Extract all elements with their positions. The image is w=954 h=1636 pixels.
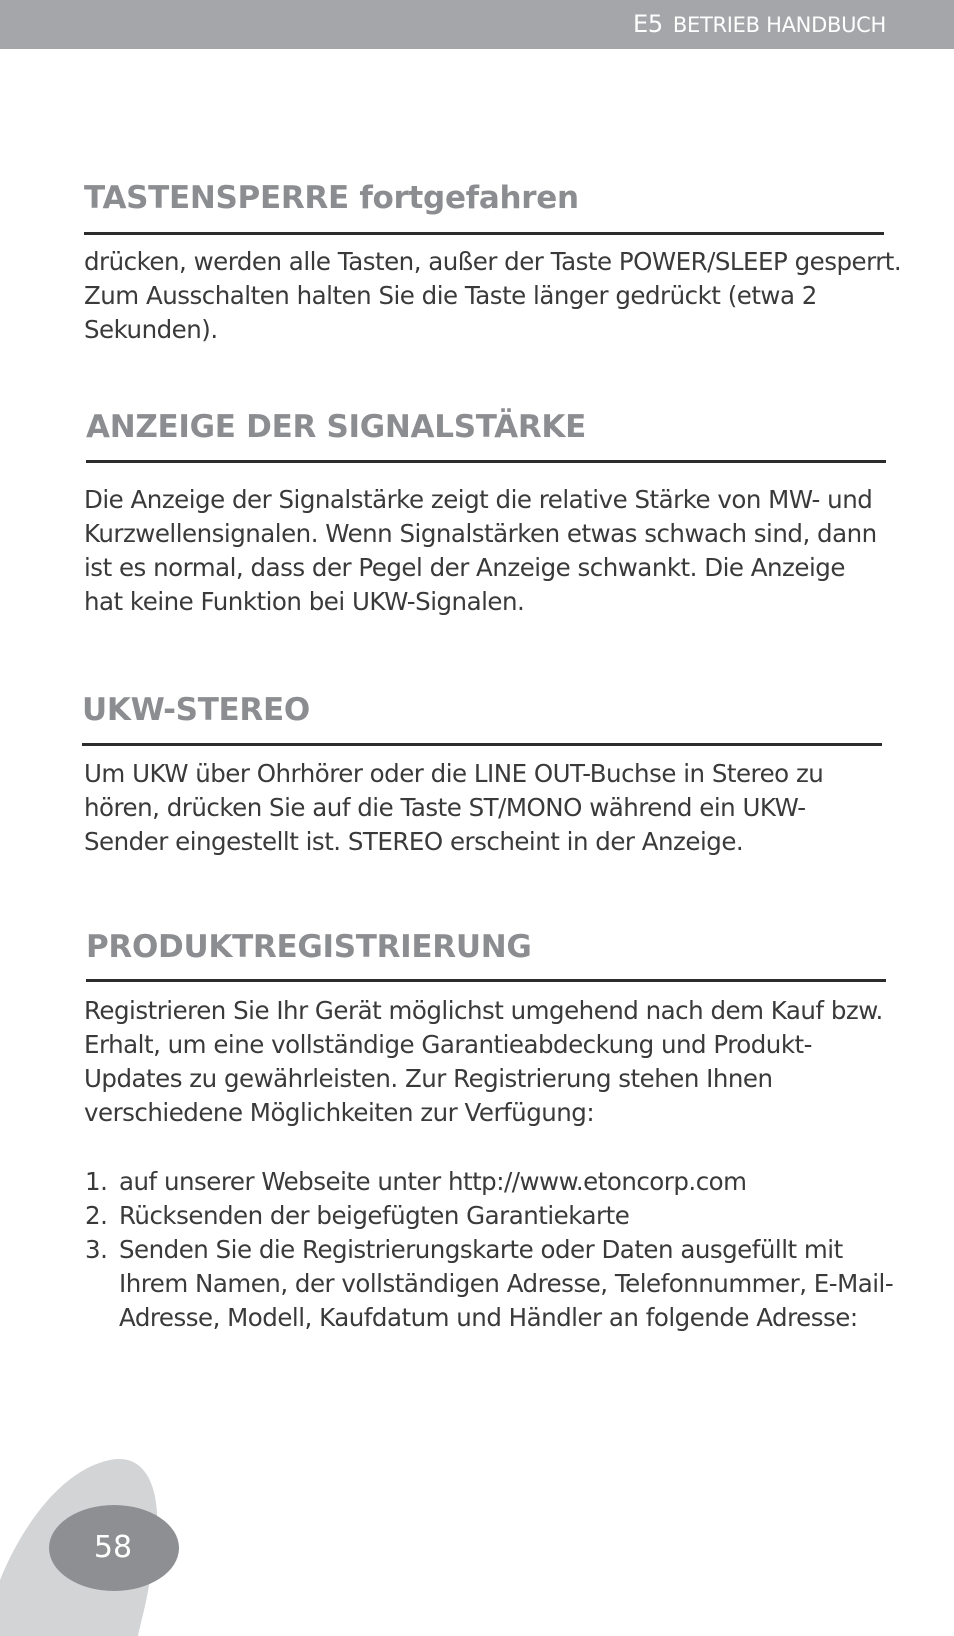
section-divider — [82, 743, 882, 746]
section-title-ukw-stereo: UKW-STEREO — [82, 692, 310, 728]
header-bar — [0, 0, 954, 49]
header-title: BETRIEB HANDBUCH — [672, 13, 886, 37]
section-body-tastensperre: drücken, werden alle Tasten, außer der Taste POWER/SLEEP gesperrt. Zum Ausschalten halten Sie die Taste länger gedrückt (etwa 2 Sekunden). — [84, 247, 902, 344]
section-divider — [86, 979, 886, 982]
list-item-text: Senden Sie die Registrierungskarte oder Daten ausgefüllt mit Ihrem Namen, der vollständigen Adresse, Telefonnummer, E-Mail-Adresse, Modell, Kaufdatum und Händler an folgende Adresse: — [119, 1235, 894, 1332]
list-item-number: 3. — [85, 1235, 108, 1264]
section-divider — [84, 232, 884, 235]
list-item-number: 2. — [85, 1201, 108, 1230]
registration-options-list — [85, 1165, 895, 1335]
section-body-ukw-stereo: Um UKW über Ohrhörer oder die LINE OUT-Buchse in Stereo zu hören, drücken Sie auf die Taste ST/MONO während ein UKW-Sender eingestellt ist. STEREO erscheint in der Anzeige. — [84, 759, 824, 856]
section-divider — [86, 460, 886, 463]
section-title-signalstaerke: ANZEIGE DER SIGNALSTÄRKE — [86, 409, 587, 445]
header-model: E5 — [633, 10, 663, 38]
section-body-signalstaerke: Die Anzeige der Signalstärke zeigt die relative Stärke von MW- und Kurzwellensignalen. Wenn Signalstärken etwas schwach sind, dann ist es normal, dass der Pegel der Anzeige schwankt. Die Anzeige hat keine Funktion bei UKW-Signalen. — [84, 485, 877, 616]
list-item — [85, 1165, 895, 1199]
list-item — [85, 1233, 895, 1335]
section-title-tastensperre: TASTENSPERRE fortgefahren — [84, 180, 579, 216]
list-item-text: Rücksenden der beigefügten Garantiekarte — [119, 1201, 630, 1230]
header-label — [633, 10, 886, 38]
list-item-number: 1. — [85, 1167, 108, 1196]
page-number: 58 — [93, 1530, 133, 1565]
section-body-produktregistrierung: Registrieren Sie Ihr Gerät möglichst umgehend nach dem Kauf bzw. Erhalt, um eine vollständige Garantieabdeckung und Produkt-Updates zu gewährleisten. Zur Registrierung stehen Ihnen verschiedene Möglichkeiten zur Verfügung: — [84, 996, 883, 1127]
list-item — [85, 1199, 895, 1233]
section-title-produktregistrierung: PRODUKTREGISTRIERUNG — [86, 929, 532, 965]
list-item-text: auf unserer Webseite unter http://www.etoncorp.com — [119, 1167, 747, 1196]
